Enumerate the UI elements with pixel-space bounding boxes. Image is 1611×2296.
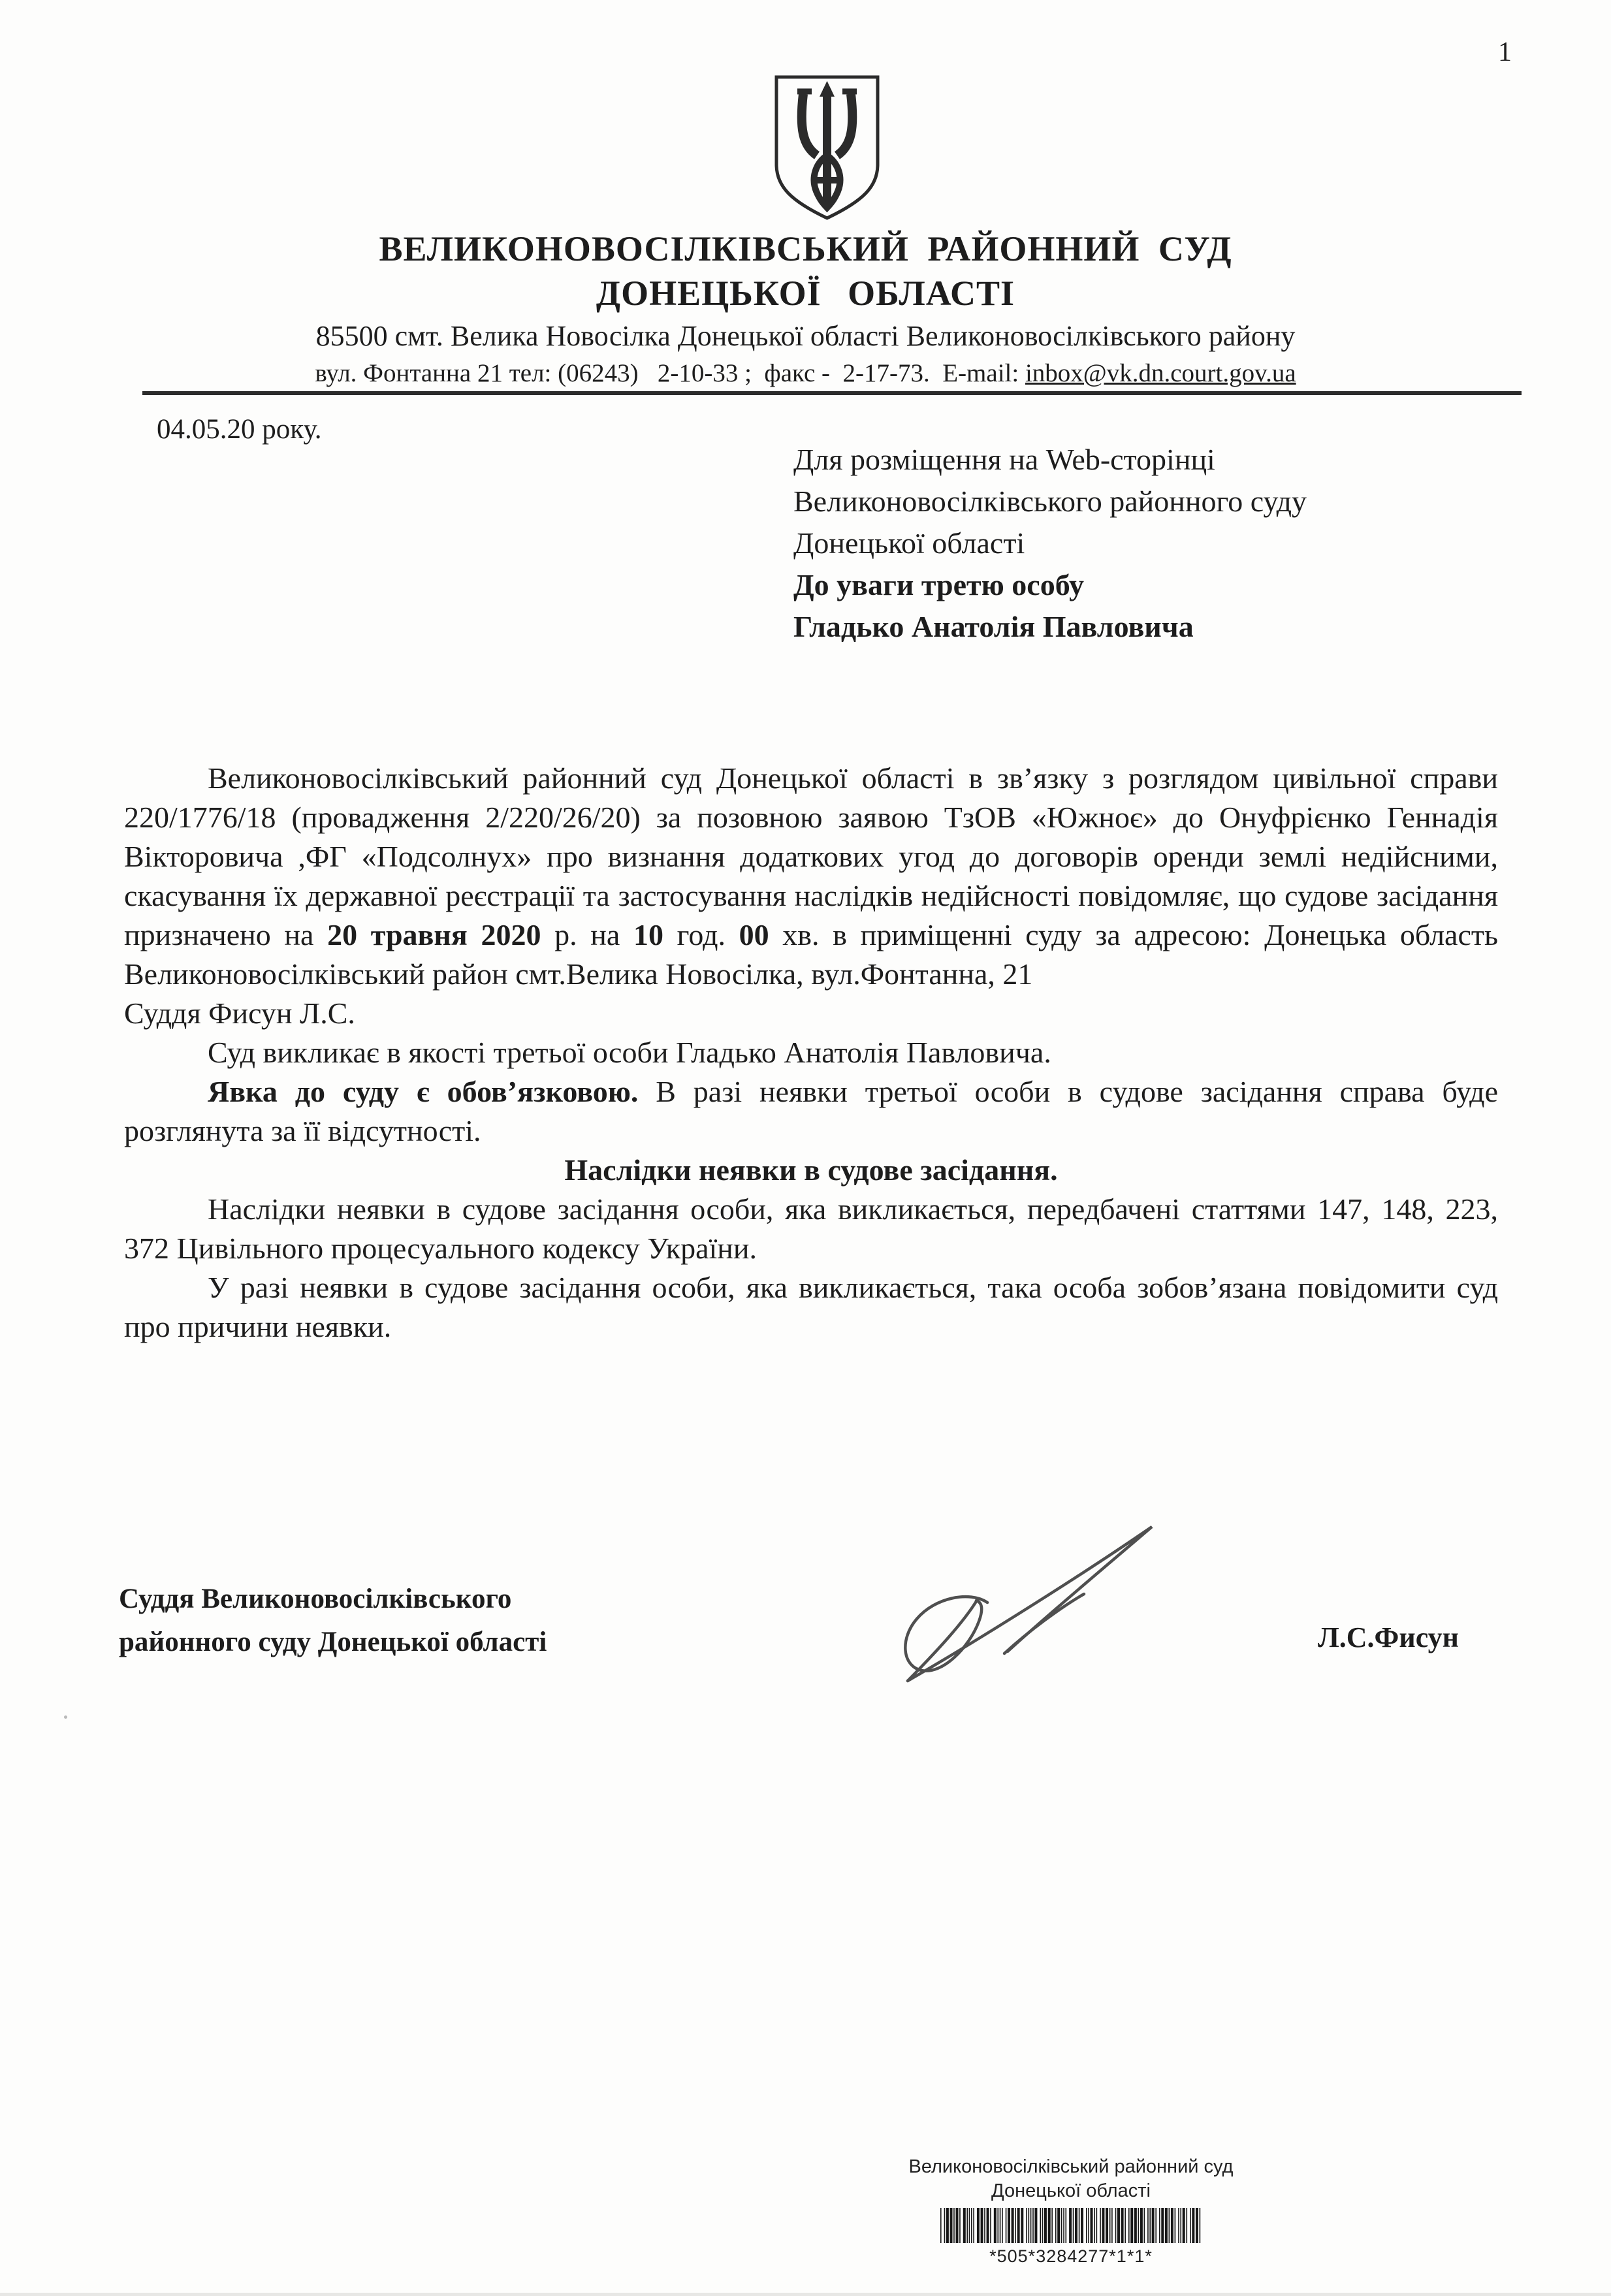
court-name-line1: ВЕЛИКОНОВОСІЛКІВСЬКИЙ РАЙОННИЙ СУД — [379, 229, 1232, 268]
body-paragraph: Суддя Фисун Л.С. — [124, 997, 355, 1030]
body-paragraph: Суд викликає в якості третьої особи Гладько Анатолія Павловича. — [208, 1036, 1051, 1069]
page-number: 1 — [1498, 37, 1512, 67]
judge-name: Л.С.Фисун — [1318, 1621, 1459, 1653]
recipient-block — [793, 439, 1307, 648]
recipient-attention-line: До уваги третю особу — [793, 568, 1084, 601]
court-address: 85500 смт. Велика Новосілка Донецької області Великоновосілківського району — [315, 320, 1296, 352]
document-date: 04.05.20 року. — [157, 414, 322, 445]
ukraine-trident-emblem-icon — [773, 73, 882, 223]
body-paragraph: Явка до суду є обов’язковою. В разі неявки третьої особи в судове засідання справа буде розглянута за її відсутності. — [124, 1075, 1498, 1147]
judge-title-line: Суддя Великоновосілківського — [119, 1584, 512, 1614]
barcode-text: *505*3284277*1*1* — [989, 2246, 1153, 2266]
body-paragraph: Наслідки неявки в судове засідання особи, яка викликається, передбачені статтями 147, 148, 223, 372 Цивільного процесуального кодексу України. — [124, 1192, 1498, 1265]
recipient-line: Великоновосілківського районного суду — [793, 485, 1307, 518]
judge-title-line: районного суду Донецької області — [119, 1627, 547, 1657]
court-email: inbox@vk.dn.court.gov.ua — [1025, 359, 1296, 387]
judge-title-block — [119, 1578, 547, 1664]
body-paragraph: Великоновосілківський районний суд Донецької області в зв’язку з розглядом цивільної справи 220/1776/18 (провадження 2/220/26/20) за позовною заявою ТзОВ «Южноє» до Онуфрієнко Геннадія Вікторовича ,ФГ «Подсолнух» про визнання додаткових угод до договорів оренди землі недійсними, скасування їх державної реєстрації та застосування наслідків недійсності повідомляє, що судове засідання призначено на 20 травня 2020 р. на 10 год. 00 хв. в приміщенні суду за адресою: Донецька область Великоновосілківський район смт.Велика Новосілка, вул.Фонтанна, 21 — [124, 761, 1498, 991]
header-divider-rule — [142, 391, 1522, 395]
document-body-text — [124, 759, 1498, 1347]
barcode — [940, 2208, 1202, 2243]
footer-court-name: Великоновосілківський районний суд — [908, 2156, 1234, 2177]
scan-edge-artifact — [0, 2293, 1611, 2296]
judge-handwritten-signature — [836, 1476, 1202, 1789]
recipient-line: Для розміщення на Web-сторінці — [793, 443, 1215, 476]
court-name-line2: ДОНЕЦЬКОЇ ОБЛАСТІ — [596, 274, 1015, 313]
footer-barcode-block — [908, 2155, 1234, 2269]
body-paragraph: У разі неявки в судове засідання особи, яка викликається, така особа зобов’язана повідомити суд про причини неявки. — [124, 1271, 1498, 1343]
contacts-text: вул. Фонтанна 21 тел: (06243) 2-10-33 ; факс - 2-17-73. E-mail: — [315, 359, 1025, 387]
body-paragraph: Наслідки неявки в судове засідання. — [564, 1153, 1058, 1187]
scan-speck — [64, 1715, 67, 1719]
court-contacts — [0, 359, 1611, 388]
recipient-person-name: Гладько Анатолія Павловича — [793, 610, 1194, 643]
recipient-line: Донецької області — [793, 526, 1025, 560]
footer-court-region: Донецької області — [991, 2180, 1151, 2201]
